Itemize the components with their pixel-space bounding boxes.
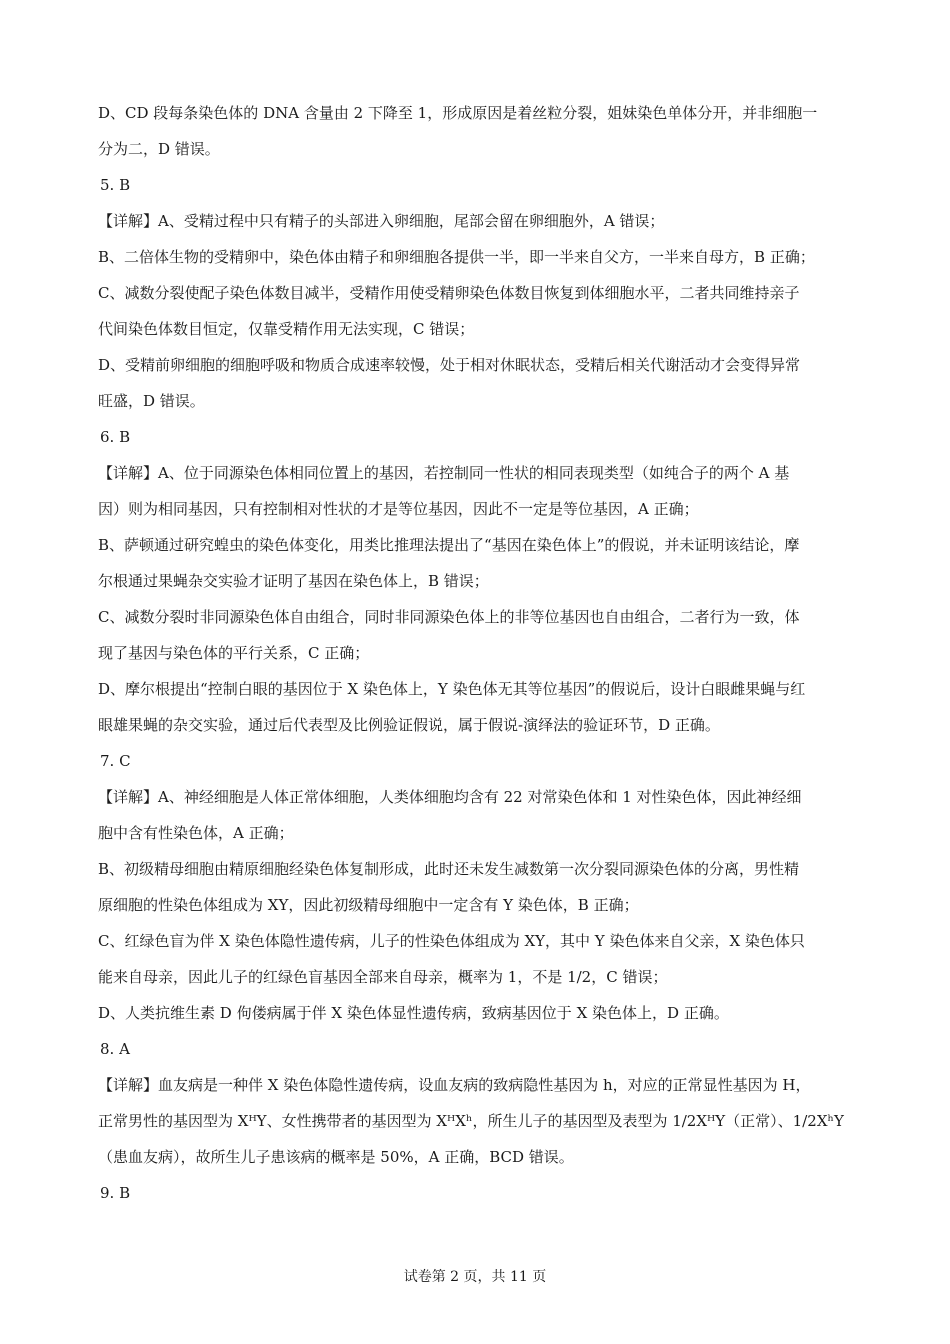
text-line: 分为二，D 错误。 <box>98 140 220 158</box>
text-line: B、初级精母细胞由精原细胞经染色体复制形成，此时还未发生减数第一次分裂同源染色体的分离，男性精 <box>98 860 800 878</box>
text-line: 【详解】A、神经细胞是人体正常体细胞，人类体细胞均含有 22 对常染色体和 1 对性染色体，因此神经细 <box>98 788 802 806</box>
text-line: 因）则为相同基因，只有控制相对性状的才是等位基因，因此不一定是等位基因，A 正确； <box>98 500 699 518</box>
text-line: D、摩尔根提出“控制白眼的基因位于 X 染色体上，Y 染色体无其等位基因”的假说后，设计白眼雌果蝇与红 <box>98 680 806 698</box>
text-line: 胞中含有性染色体，A 正确； <box>98 824 294 842</box>
text-line: 【详解】A、位于同源染色体相同位置上的基因，若控制同一性状的相同表现类型（如纯合子的两个 A 基 <box>98 464 790 482</box>
answer-heading: 5. B <box>100 176 131 194</box>
text-line: 能来自母亲，因此儿子的红绿色盲基因全部来自母亲，概率为 1，不是 1/2，C 错误； <box>98 968 668 986</box>
answer-heading: 9. B <box>100 1184 131 1202</box>
text-line: 原细胞的性染色体组成为 XY，因此初级精母细胞中一定含有 Y 染色体，B 正确； <box>98 896 639 914</box>
text-line: 代间染色体数目恒定，仅靠受精作用无法实现，C 错误； <box>98 320 475 338</box>
text-line: C、减数分裂时非同源染色体自由组合，同时非同源染色体上的非等位基因也自由组合，二者行为一致，体 <box>98 608 800 626</box>
text-line: 眼雄果蝇的杂交实验，通过后代表型及比例验证假说，属于假说-演绎法的验证环节，D 正确。 <box>98 716 720 734</box>
text-line: D、人类抗维生素 D 佝偻病属于伴 X 染色体显性遗传病，致病基因位于 X 染色体上，D 正确。 <box>98 1004 729 1022</box>
text-line: 旺盛，D 错误。 <box>98 392 205 410</box>
page-footer: 试卷第 2 页，共 11 页 <box>403 1269 547 1285</box>
text-line: C、红绿色盲为伴 X 染色体隐性遗传病，儿子的性染色体组成为 XY，其中 Y 染色体来自父亲，X 染色体只 <box>98 932 805 950</box>
text-line: 尔根通过果蝇杂交实验才证明了基因在染色体上，B 错误； <box>98 572 489 590</box>
answer-heading: 7. C <box>100 752 131 770</box>
text-line: 【详解】A、受精过程中只有精子的头部进入卵细胞，尾部会留在卵细胞外，A 错误； <box>98 212 665 230</box>
text-line: 正常男性的基因型为 XᴴY、女性携带者的基因型为 XᴴXʰ，所生儿子的基因型及表型为 1/2XᴴY（正常）、1/2XʰY <box>98 1112 844 1130</box>
text-line: 现了基因与染色体的平行关系，C 正确； <box>98 644 370 662</box>
text-line: D、CD 段每条染色体的 DNA 含量由 2 下降至 1，形成原因是着丝粒分裂，姐妹染色单体分开，并非细胞一 <box>98 104 818 122</box>
answer-heading: 8. A <box>100 1040 130 1058</box>
text-line: （患血友病），故所生儿子患该病的概率是 50%，A 正确，BCD 错误。 <box>98 1148 574 1166</box>
text-line: D、受精前卵细胞的细胞呼吸和物质合成速率较慢，处于相对休眠状态，受精后相关代谢活动才会变得异常 <box>98 356 801 374</box>
text-line: 【详解】血友病是一种伴 X 染色体隐性遗传病，设血友病的致病隐性基因为 h，对应的正常显性基因为 H， <box>98 1076 811 1094</box>
text-line: B、萨顿通过研究蝗虫的染色体变化，用类比推理法提出了“基因在染色体上”的假说，并未证明该结论，摩 <box>98 536 800 554</box>
answer-explanations <box>98 95 858 1211</box>
text-line: C、减数分裂使配子染色体数目减半，受精作用使受精卵染色体数目恢复到体细胞水平，二者共同维持亲子 <box>98 284 800 302</box>
text-line: B、二倍体生物的受精卵中，染色体由精子和卵细胞各提供一半，即一半来自父方，一半来自母方，B 正确； <box>98 248 815 266</box>
answer-heading: 6. B <box>100 428 131 446</box>
